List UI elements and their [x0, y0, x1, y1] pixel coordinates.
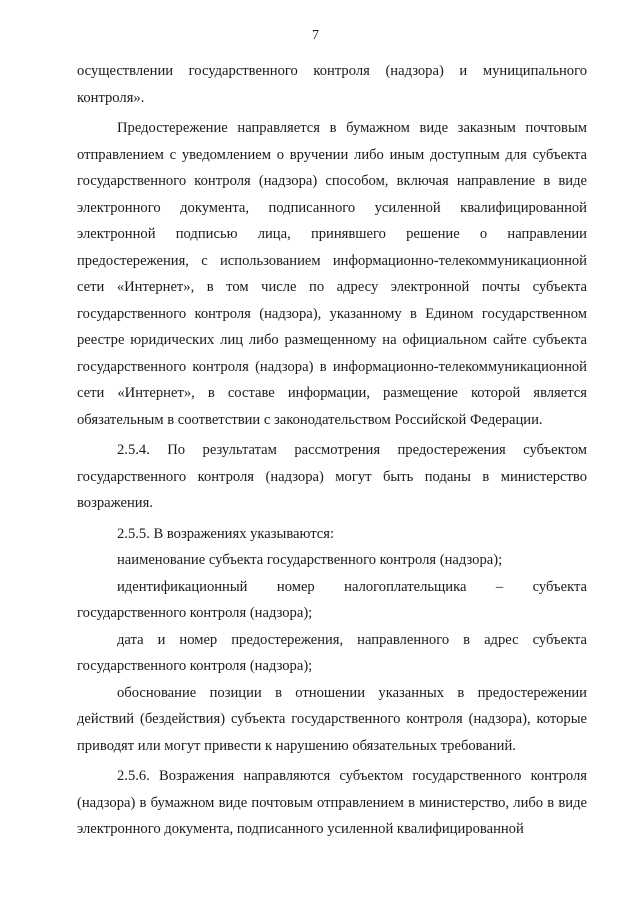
- paragraph-2-5-6: 2.5.6. Возражения направляются субъектом государственного контроля (надзора) в бумажном виде почтовым отправлением в министерство, либо в виде электронного документа, подписанного усиленной квалифицированной: [77, 768, 587, 837]
- page-number: 7: [312, 28, 319, 43]
- list-item-inn: идентификационный номер налогоплательщика – субъекта государственного контроля (надзора);: [77, 578, 587, 621]
- document-body: [77, 58, 587, 843]
- list-item-date-number: дата и номер предостережения, направленного в адрес субъекта государственного контроля (надзора);: [77, 631, 587, 674]
- list-item-justification: обоснование позиции в отношении указанных в предостережении действий (бездействия) субъекта государственного контроля (надзора), которые приводят или могут привести к нарушению обязательных требований.: [77, 684, 587, 754]
- list-item-name: наименование субъекта государственного контроля (надзора);: [117, 552, 503, 568]
- paragraph-2-5-4: 2.5.4. По результатам рассмотрения предостережения субъектом государственного контроля (надзора) могут быть поданы в министерство возражения.: [77, 442, 587, 511]
- paragraph-continuation: осуществлении государственного контроля (надзора) и муниципального контроля».: [77, 63, 587, 106]
- paragraph-warning-delivery: Предостережение направляется в бумажном виде заказным почтовым отправлением с уведомлением о вручении либо иным доступным для субъекта государственного контроля (надзора) способом, включая направление в виде электронного документа, подписанного усиленной квалифицированной электронной подписью лица, принявшего решение о направлении предостережения, с использованием информационно-телекоммуникационной сети «Интернет», в том числе по адресу электронной почты субъекта государственного контроля (надзора), указанному в Едином государственном реестре юридических лиц либо размещенному на официальном сайте субъекта государственного контроля (надзора) в информационно-телекоммуникационной сети «Интернет», в составе информации, размещение которой является обязательным в соответствии с законодательством Российской Федерации.: [77, 120, 587, 428]
- paragraph-2-5-5: 2.5.5. В возражениях указываются:: [117, 525, 335, 542]
